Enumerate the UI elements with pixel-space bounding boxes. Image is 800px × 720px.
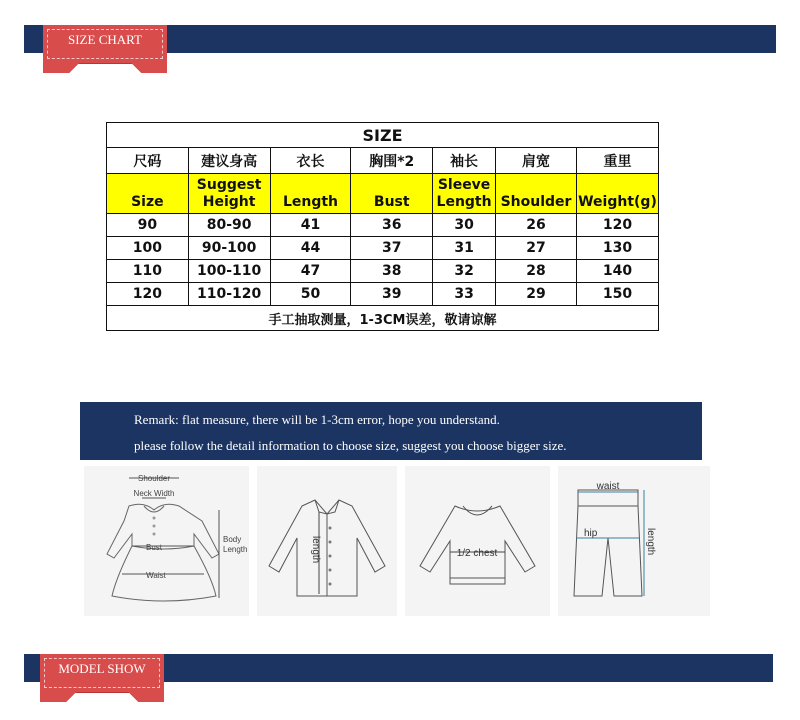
table-cell: 29 bbox=[496, 283, 577, 306]
table-cell: 37 bbox=[351, 237, 433, 260]
size-chart-ribbon bbox=[43, 25, 167, 63]
table-cell: 110-120 bbox=[188, 283, 270, 306]
dress-diagram bbox=[84, 466, 249, 616]
remark-line-1: Remark: flat measure, there will be 1-3cm error, hope you understand. bbox=[134, 412, 500, 427]
remark-box bbox=[80, 402, 702, 460]
table-cell: 44 bbox=[270, 237, 351, 260]
shirt-diagram bbox=[257, 466, 397, 616]
remark-line-2: please follow the detail information to choose size, suggest you choose bigger size. bbox=[134, 438, 567, 453]
header-en: Suggest Height bbox=[188, 174, 270, 214]
header-zh: 尺码 bbox=[107, 148, 189, 174]
table-row bbox=[107, 237, 659, 260]
table-cell: 33 bbox=[433, 283, 496, 306]
pants-diagram bbox=[558, 466, 710, 616]
pants-waist-label: waist bbox=[596, 481, 620, 492]
dress-length-label: Length bbox=[223, 545, 248, 554]
table-cell: 100-110 bbox=[188, 260, 270, 283]
table-cell: 100 bbox=[107, 237, 189, 260]
table-cell: 150 bbox=[576, 283, 658, 306]
pants-length-label: length bbox=[645, 528, 656, 556]
table-note: 手工抽取测量，1-3CM误差，敬请谅解 bbox=[107, 306, 659, 331]
header-en: Weight(g) bbox=[576, 174, 658, 214]
table-cell: 50 bbox=[270, 283, 351, 306]
table-row bbox=[107, 260, 659, 283]
header-en: Bust bbox=[351, 174, 433, 214]
shirt-length-label: length bbox=[310, 536, 321, 564]
table-cell: 26 bbox=[496, 214, 577, 237]
header-en: Shoulder bbox=[496, 174, 577, 214]
table-cell: 28 bbox=[496, 260, 577, 283]
table-cell: 130 bbox=[576, 237, 658, 260]
table-row bbox=[107, 283, 659, 306]
header-en: Sleeve Length bbox=[433, 174, 496, 214]
model-show-ribbon bbox=[40, 654, 164, 692]
table-cell: 110 bbox=[107, 260, 189, 283]
sweater-diagram bbox=[405, 466, 550, 616]
dress-body-label: Body bbox=[223, 535, 242, 544]
pants-hip-label: hip bbox=[584, 528, 598, 539]
header-zh: 肩宽 bbox=[496, 148, 577, 174]
table-row bbox=[107, 214, 659, 237]
table-cell: 41 bbox=[270, 214, 351, 237]
dress-shoulder-label: Shoulder bbox=[137, 474, 171, 483]
header-zh: 胸围*2 bbox=[351, 148, 433, 174]
table-cell: 90-100 bbox=[188, 237, 270, 260]
table-cell: 90 bbox=[107, 214, 189, 237]
table-cell: 36 bbox=[351, 214, 433, 237]
dress-neck-width-label: Neck Width bbox=[133, 489, 175, 498]
table-cell: 80-90 bbox=[188, 214, 270, 237]
header-en: Length bbox=[270, 174, 351, 214]
table-title: SIZE bbox=[107, 123, 659, 148]
table-cell: 120 bbox=[576, 214, 658, 237]
table-cell: 30 bbox=[433, 214, 496, 237]
table-cell: 140 bbox=[576, 260, 658, 283]
table-cell: 39 bbox=[351, 283, 433, 306]
table-cell: 32 bbox=[433, 260, 496, 283]
header-zh: 袖长 bbox=[433, 148, 496, 174]
header-zh: 建议身高 bbox=[188, 148, 270, 174]
dress-waist-label: Waist bbox=[146, 571, 166, 580]
header-zh: 重里 bbox=[576, 148, 658, 174]
dress-bust-label: Bust bbox=[145, 543, 163, 552]
size-chart-label: SIZE CHART bbox=[68, 32, 142, 47]
table-cell: 38 bbox=[351, 260, 433, 283]
model-show-label: MODEL SHOW bbox=[58, 661, 146, 676]
header-en: Size bbox=[107, 174, 189, 214]
header-zh: 衣长 bbox=[270, 148, 351, 174]
size-table bbox=[106, 122, 659, 331]
table-cell: 120 bbox=[107, 283, 189, 306]
sweater-chest-label: 1/2 chest bbox=[456, 548, 498, 559]
table-cell: 47 bbox=[270, 260, 351, 283]
table-cell: 31 bbox=[433, 237, 496, 260]
table-cell: 27 bbox=[496, 237, 577, 260]
